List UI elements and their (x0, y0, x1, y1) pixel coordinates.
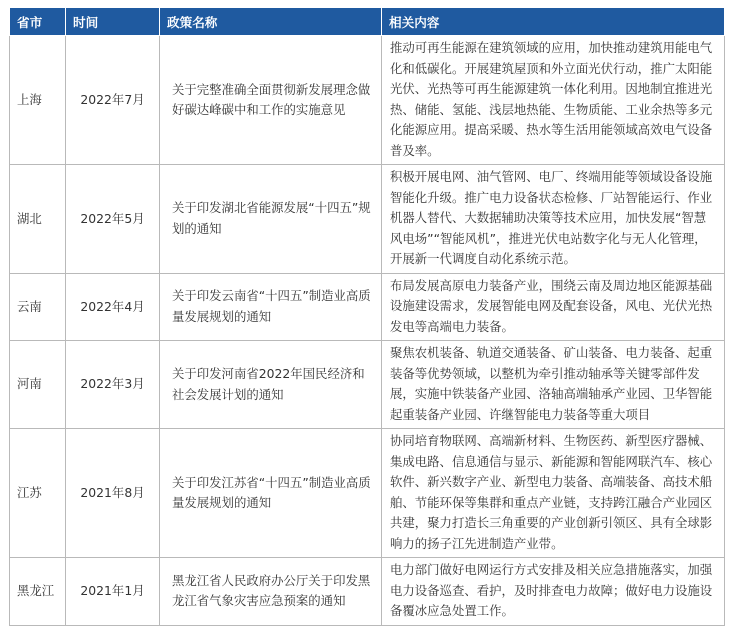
province-cell: 河南 (10, 341, 66, 429)
content-cell: 积极开展电网、油气管网、电厂、终端用能等领域设备设施智能化升级。推广电力设备状态检修、厂站智能运行、作业机器人替代、大数据辅助决策等技术应用，加快发展“智慧风电场”“智能风机”，推进光伏电站数字化与无人化管理，开展新一代调度自动化系统示范。 (382, 165, 725, 274)
header-content: 相关内容 (382, 8, 725, 36)
province-cell: 云南 (10, 273, 66, 341)
table-row (10, 273, 725, 341)
header-policy: 政策名称 (160, 8, 382, 36)
table-row (10, 429, 725, 558)
policy-cell: 关于印发云南省“十四五”制造业高质量发展规划的通知 (160, 273, 382, 341)
province-cell: 湖北 (10, 165, 66, 274)
table-row (10, 36, 725, 165)
date-cell: 2022年4月 (66, 273, 160, 341)
table-row (10, 165, 725, 274)
table-row (10, 558, 725, 626)
policy-cell: 关于印发江苏省“十四五”制造业高质量发展规划的通知 (160, 429, 382, 558)
table-row (10, 341, 725, 429)
policy-cell: 关于印发河南省2022年国民经济和社会发展计划的通知 (160, 341, 382, 429)
header-province: 省市 (10, 8, 66, 36)
policy-table (9, 7, 725, 626)
date-cell: 2021年1月 (66, 558, 160, 626)
date-cell: 2022年3月 (66, 341, 160, 429)
policy-cell: 黑龙江省人民政府办公厅关于印发黑龙江省气象灾害应急预案的通知 (160, 558, 382, 626)
content-cell: 协同培育物联网、高端新材料、生物医药、新型医疗器械、集成电路、信息通信与显示、新能源和智能网联汽车、核心软件、新兴数字产业、新型电力装备、高端装备、高技术船舶、节能环保等集群和重点产业链，支持跨江融合产业园区共建，聚力打造长三角重要的产业创新引领区、具有全球影响力的扬子江先进制造产业带。 (382, 429, 725, 558)
date-cell: 2021年8月 (66, 429, 160, 558)
province-cell: 上海 (10, 36, 66, 165)
content-cell: 推动可再生能源在建筑领域的应用，加快推动建筑用能电气化和低碳化。开展建筑屋顶和外立面光伏行动，推广太阳能光伏、光热等可再生能源建筑一体化利用。因地制宜推进光热、储能、氢能、浅层地热能、生物质能、工业余热等多元化能源应用。提高采暖、热水等生活用能领域高效电气设备普及率。 (382, 36, 725, 165)
header-row (10, 8, 725, 36)
policy-cell: 关于印发湖北省能源发展“十四五”规划的通知 (160, 165, 382, 274)
content-cell: 电力部门做好电网运行方式安排及相关应急措施落实，加强电力设备巡查、看护，及时排查电力故障；做好电力设施设备覆冰应急处置工作。 (382, 558, 725, 626)
province-cell: 黑龙江 (10, 558, 66, 626)
province-cell: 江苏 (10, 429, 66, 558)
date-cell: 2022年7月 (66, 36, 160, 165)
content-cell: 聚焦农机装备、轨道交通装备、矿山装备、电力装备、起重装备等优势领域，以整机为牵引推动轴承等关键零部件发展，实施中铁装备产业园、洛轴高端轴承产业园、卫华智能起重装备产业园、许继智能电力装备等重大项目 (382, 341, 725, 429)
header-date: 时间 (66, 8, 160, 36)
policy-cell: 关于完整准确全面贯彻新发展理念做好碳达峰碳中和工作的实施意见 (160, 36, 382, 165)
content-cell: 布局发展高原电力装备产业，围绕云南及周边地区能源基础设施建设需求，发展智能电网及配套设备，风电、光伏光热发电等高端电力装备。 (382, 273, 725, 341)
date-cell: 2022年5月 (66, 165, 160, 274)
